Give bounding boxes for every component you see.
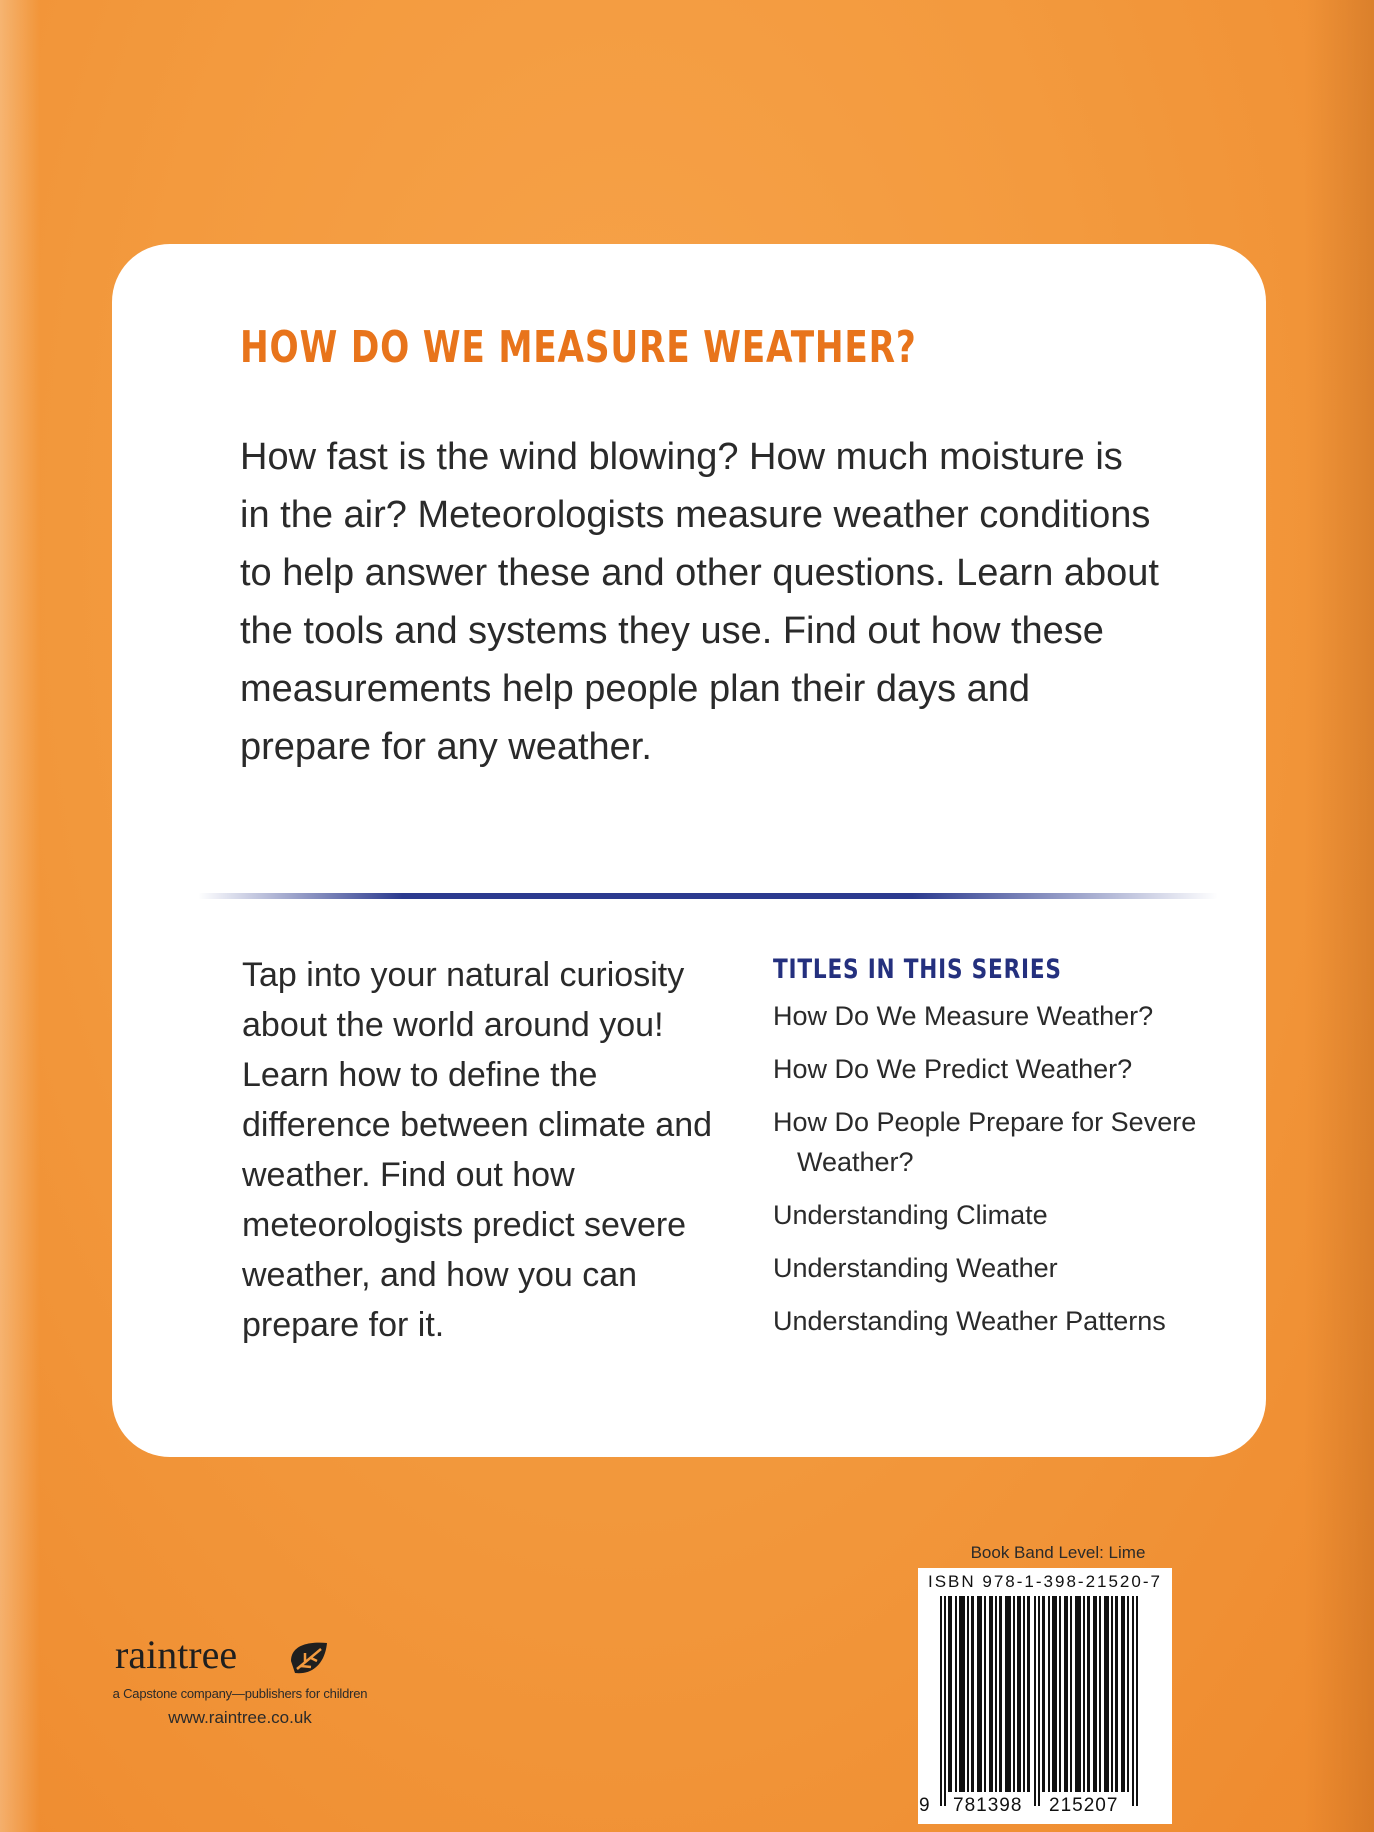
series-title-item: How Do We Predict Weather? [773,1054,1133,1084]
barcode-right-digits: 215207 [1049,1795,1119,1816]
publisher-website[interactable]: www.raintree.co.uk [168,1708,312,1727]
book-title: HOW DO WE MEASURE WEATHER? [240,322,917,373]
barcode-lead-digit: 9 [919,1795,931,1816]
series-title-item: How Do People Prepare for Severe Weather? [773,1107,1197,1177]
barcode-bars [928,1596,1162,1806]
series-title-item: Understanding Weather Patterns [773,1306,1166,1336]
section-divider [198,893,1218,899]
publisher-name: raintree [115,1632,238,1677]
publisher-tagline: a Capstone company—publishers for children [112,1686,368,1701]
barcode-digits [918,1795,1172,1821]
series-title-item: How Do We Measure Weather? [773,1001,1154,1031]
spine-shadow [1304,0,1374,1832]
barcode-left-digits: 781398 [953,1795,1023,1816]
series-title-list [773,996,1243,1354]
series-blurb: Tap into your natural curiosity about the world around you! Learn how to define the difference between climate and weather. Find out how meteorologists predict severe weather, and how you can prepare for it. [242,956,713,1344]
cover-edge-highlight [0,0,40,1832]
series-title-item: Understanding Weather [773,1253,1058,1283]
intro-paragraph: How fast is the wind blowing? How much moisture is in the air? Meteorologists measure weather conditions to help answer these and other questions. Learn about the tools and systems they use. Find out how these measurements help people plan their days and prepare for any weather. [240,436,1159,768]
book-band-level: Book Band Level: Lime [970,1543,1146,1562]
isbn-barcode [918,1568,1172,1824]
series-title-item: Understanding Climate [773,1200,1048,1230]
leaf-icon [287,1639,331,1679]
isbn-label: ISBN 978-1-398-21520-7 [928,1572,1162,1591]
series-heading: TITLES IN THIS SERIES [773,954,1062,985]
publisher-logo [115,1631,415,1681]
